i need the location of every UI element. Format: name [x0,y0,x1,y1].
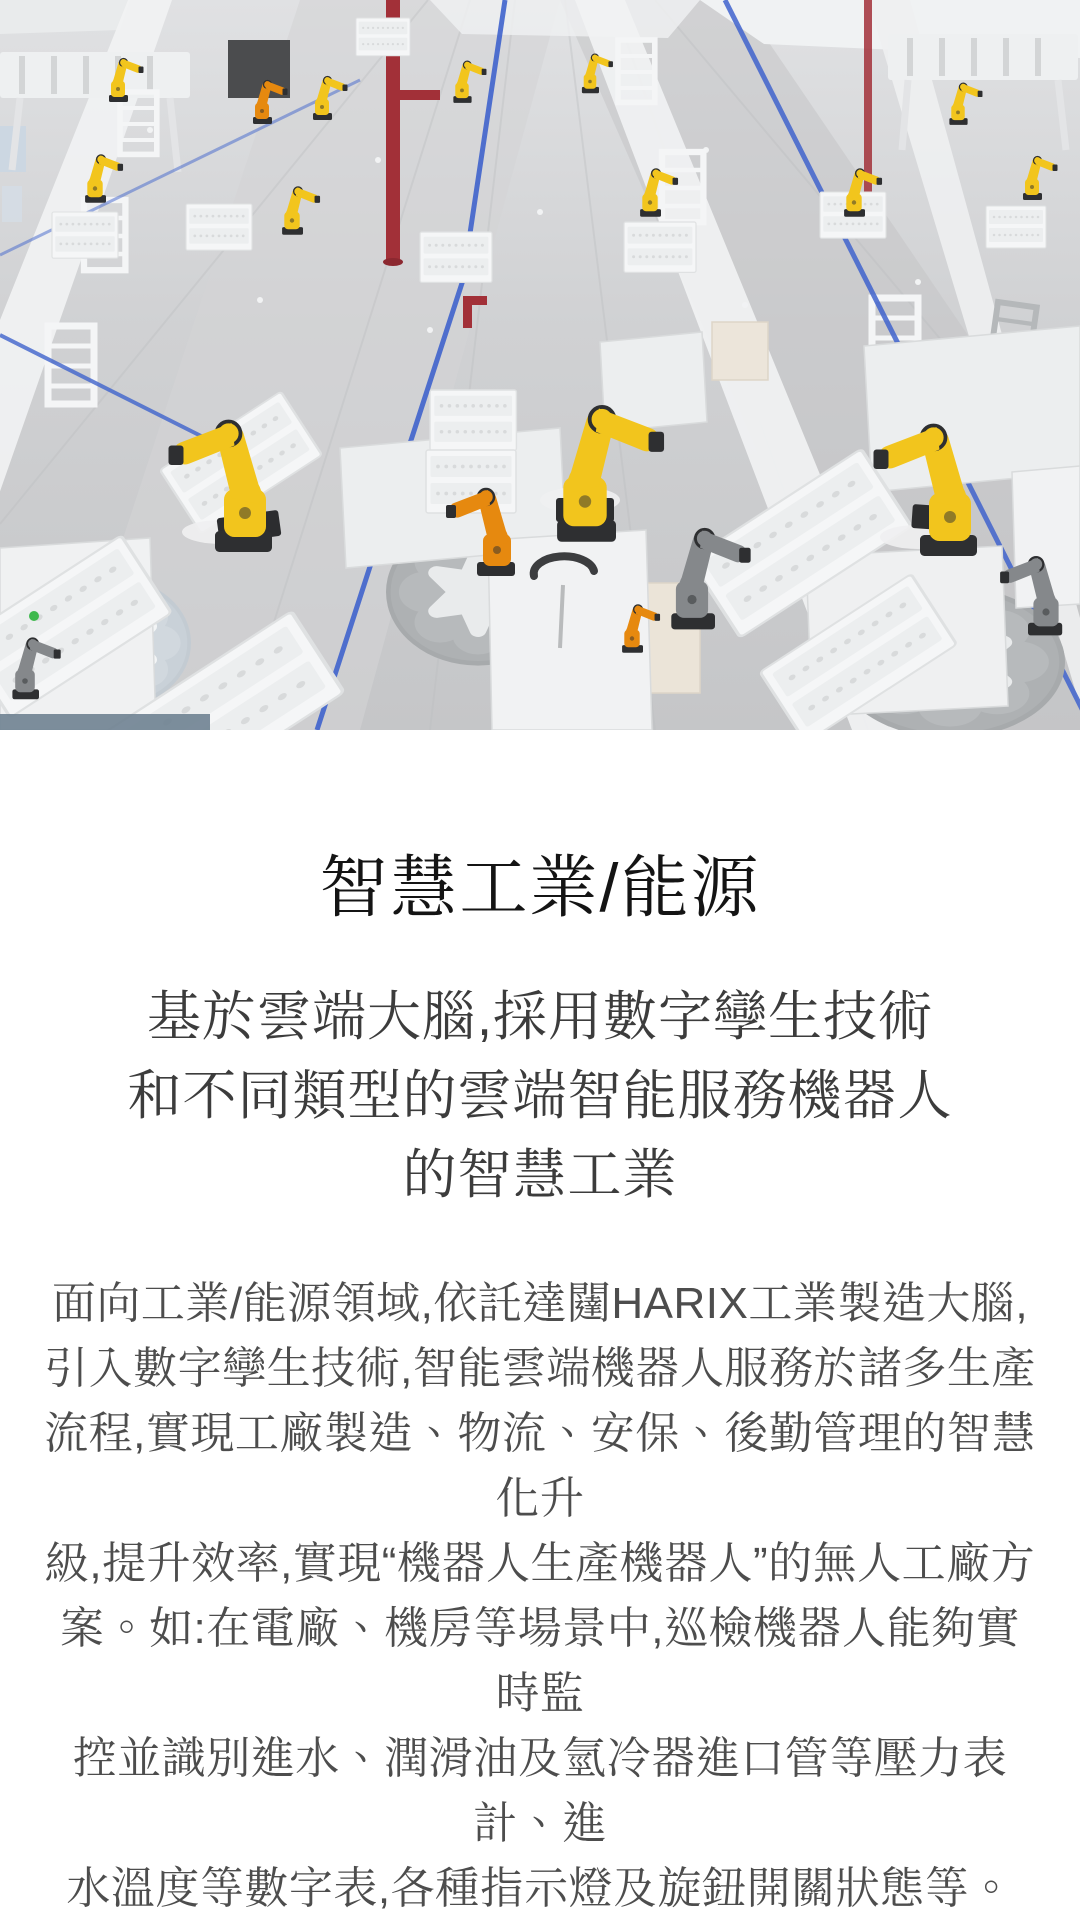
subtitle-line: 基於雲端大腦,採用數字孿生技術 [146,987,933,1047]
body-line: 控並識別進水、潤滑油及氫冷器進口管等壓力表計、進 [72,1734,1008,1848]
status-light-green [29,611,39,621]
page-title: 智慧工業/能源 [319,850,761,926]
body-line: 水溫度等數字表,各種指示燈及旋鈕開關狀態等。 [66,1864,1014,1911]
body-line: 面向工業/能源領域,依託達闥HARIX工業製造大腦, [51,1279,1029,1328]
subtitle [0,978,1080,1215]
hero-factory-image [0,0,1080,730]
body-line: 引入數字孿生技術,智能雲端機器人服務於諸多生產 [44,1344,1036,1393]
factory-scene [0,0,1080,730]
body-line: 流程,實現工廠製造、物流、安保、後勤管理的智慧化升 [44,1409,1036,1523]
body-line: 案。如:在電廠、機房等場景中,巡檢機器人能夠實時監 [60,1604,1020,1718]
content-section [0,730,1080,1911]
floor-edge-strip [0,714,210,730]
subtitle-line: 和不同類型的雲端智能服務機器人 [127,1066,953,1126]
body-paragraph [38,1271,1042,1911]
body-line: 級,提升效率,實現“機器人生產機器人”的無人工廠方 [44,1539,1036,1588]
subtitle-line: 的智慧工業 [402,1145,678,1205]
